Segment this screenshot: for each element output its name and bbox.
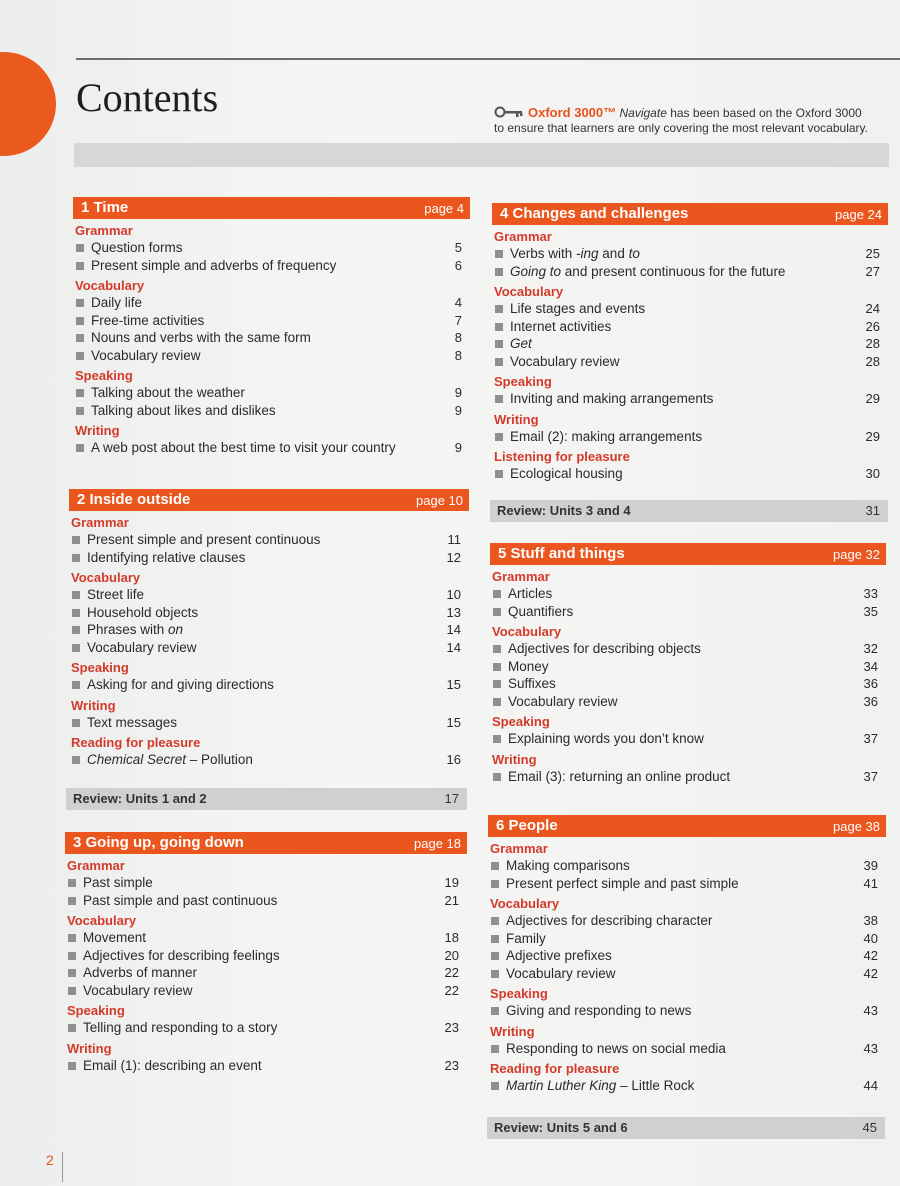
bullet-square	[493, 645, 501, 653]
list-item[interactable]: Adjective prefixes 42	[488, 947, 886, 965]
bullet-square	[495, 268, 503, 276]
bullet-square	[495, 358, 503, 366]
bullet-square	[76, 407, 84, 415]
list-item[interactable]: Phrases with on 14	[69, 621, 469, 639]
list-item[interactable]: Making comparisons 39	[488, 857, 886, 875]
list-item[interactable]: Vocabulary review 42	[488, 965, 886, 983]
bullet-square	[76, 244, 84, 252]
review-page: 45	[862, 1120, 877, 1135]
unit-5	[490, 543, 886, 785]
list-item[interactable]: Suffixes 36	[490, 675, 886, 693]
list-item[interactable]: Martin Luther King – Little Rock 44	[488, 1077, 886, 1095]
oxford-3000-note	[494, 106, 874, 135]
unit-page: page 18	[414, 836, 461, 851]
section-writing: Writing	[490, 1023, 535, 1039]
unit-6-header[interactable]	[488, 815, 886, 837]
list-item[interactable]: Verbs with -ing and to 25	[492, 245, 888, 263]
list-item[interactable]: Present simple and present continuous 11	[69, 531, 469, 549]
unit-title: 3 Going up, going down	[73, 834, 244, 851]
bullet-square	[76, 444, 84, 452]
list-item[interactable]: Vocabulary review 28	[492, 353, 888, 371]
list-item[interactable]: Telling and responding to a story 23	[65, 1019, 467, 1037]
section-writing: Writing	[494, 411, 539, 427]
list-item[interactable]: Vocabulary review 36	[490, 693, 886, 711]
unit-page: page 24	[835, 207, 882, 222]
bullet-square	[491, 880, 499, 888]
bullet-square	[491, 935, 499, 943]
review-label: Review: Units 3 and 4	[497, 503, 631, 518]
bullet-square	[493, 663, 501, 671]
folio-rule	[62, 1152, 63, 1182]
review-page: 31	[865, 503, 880, 518]
unit-page: page 38	[833, 819, 880, 834]
list-item[interactable]: Past simple 19	[65, 874, 467, 892]
list-item[interactable]: Past simple and past continuous 21	[65, 892, 467, 910]
bullet-square	[491, 1082, 499, 1090]
unit-page: page 32	[833, 547, 880, 562]
list-item[interactable]: Adjectives for describing feelings 20	[65, 947, 467, 965]
section-speaking: Speaking	[67, 1003, 125, 1018]
list-item[interactable]: Going to and present continuous for the future 27	[492, 263, 888, 281]
bullet-square	[493, 698, 501, 706]
section-writing: Writing	[492, 751, 537, 767]
list-item[interactable]: Money 34	[490, 658, 886, 676]
page-title: Contents	[76, 75, 219, 120]
bullet-square	[68, 987, 76, 995]
list-item[interactable]: Present perfect simple and past simple 41	[488, 875, 886, 893]
list-item[interactable]: A web post about the best time to visit your country 9	[73, 439, 470, 457]
oxford-brand: Oxford 3000™	[528, 105, 617, 120]
bullet-square	[76, 334, 84, 342]
section-grammar: Grammar	[67, 858, 125, 873]
list-item[interactable]: Text messages 15	[69, 714, 469, 732]
unit-4	[492, 203, 888, 483]
section-writing: Writing	[71, 697, 116, 713]
bullet-square	[491, 1045, 499, 1053]
list-item[interactable]: Street life 10	[69, 586, 469, 604]
section-grammar: Grammar	[494, 229, 552, 244]
section-speaking: Speaking	[494, 374, 552, 389]
bullet-square	[495, 395, 503, 403]
bullet-square	[76, 389, 84, 397]
oxford-text-2: to ensure that learners are only covering the most relevant vocabulary.	[494, 121, 868, 136]
bullet-square	[68, 969, 76, 977]
bullet-square	[72, 756, 80, 764]
list-item[interactable]: Internet activities 26	[492, 318, 888, 336]
section-writing: Writing	[75, 423, 120, 438]
list-item[interactable]: Daily life 4	[73, 294, 470, 312]
unit-2	[69, 489, 469, 769]
bullet-square	[493, 773, 501, 781]
unit-page: page 4	[424, 201, 464, 216]
bullet-square	[495, 433, 503, 441]
bullet-square	[68, 897, 76, 905]
list-item[interactable]: Talking about likes and dislikes 9	[73, 402, 470, 420]
navigate-word: Navigate	[619, 106, 667, 120]
bullet-square	[72, 719, 80, 727]
bullet-square	[68, 1024, 76, 1032]
review-units-5-6[interactable]	[487, 1117, 885, 1139]
unit-page: page 10	[416, 493, 463, 508]
unit-4-header[interactable]	[492, 203, 888, 225]
unit-title: 6 People	[496, 817, 558, 834]
bullet-square	[491, 862, 499, 870]
bullet-square	[491, 952, 499, 960]
bullet-square	[495, 323, 503, 331]
bullet-square	[495, 340, 503, 348]
list-item[interactable]: Email (1): describing an event 23	[65, 1057, 467, 1075]
list-item[interactable]: Inviting and making arrangements 29	[492, 390, 888, 408]
section-grammar: Grammar	[75, 223, 133, 238]
unit-title: 5 Stuff and things	[498, 545, 625, 562]
list-item[interactable]: Household objects 13	[69, 604, 469, 622]
bullet-square	[76, 299, 84, 307]
list-item[interactable]: Movement 18	[65, 929, 467, 947]
list-item[interactable]: Life stages and events 24	[492, 300, 888, 318]
list-item[interactable]: Question forms 5	[73, 239, 470, 257]
bullet-square	[491, 970, 499, 978]
bullet-square	[493, 680, 501, 688]
unit-title: 4 Changes and challenges	[500, 205, 689, 222]
section-listening-for-pleasure: Listening for pleasure	[494, 449, 630, 464]
list-item[interactable]: Chemical Secret – Pollution 16	[69, 751, 469, 769]
unit-3	[65, 832, 467, 1074]
list-item[interactable]: Email (2): making arrangements 29	[492, 428, 888, 446]
bullet-square	[72, 536, 80, 544]
unit-1	[73, 197, 470, 457]
section-grammar: Grammar	[71, 515, 129, 530]
bullet-square	[68, 952, 76, 960]
section-reading-for-pleasure: Reading for pleasure	[71, 735, 201, 750]
list-item[interactable]: Adverbs of manner 22	[65, 964, 467, 982]
bullet-square	[76, 262, 84, 270]
bullet-square	[76, 317, 84, 325]
list-item[interactable]: Giving and responding to news 43	[488, 1002, 886, 1020]
list-item[interactable]: Present simple and adverbs of frequency 6	[73, 257, 470, 275]
bullet-square	[68, 1062, 76, 1070]
list-item[interactable]: Ecological housing 30	[492, 465, 888, 483]
bullet-square	[495, 250, 503, 258]
list-item[interactable]: Responding to news on social media 43	[488, 1040, 886, 1058]
key-icon	[494, 106, 524, 121]
unit-3-header[interactable]	[65, 832, 467, 854]
review-label: Review: Units 1 and 2	[73, 791, 207, 806]
bullet-square	[493, 608, 501, 616]
list-item[interactable]: Free-time activities 7	[73, 312, 470, 330]
bullet-square	[495, 305, 503, 313]
section-vocabulary: Vocabulary	[71, 570, 141, 585]
review-units-3-4[interactable]	[490, 500, 888, 522]
list-item[interactable]: Get 28	[492, 335, 888, 353]
bullet-square	[491, 917, 499, 925]
list-item[interactable]: Quantifiers 35	[490, 603, 886, 621]
section-vocabulary: Vocabulary	[490, 896, 560, 911]
section-speaking: Speaking	[490, 986, 548, 1001]
list-item[interactable]: Asking for and giving directions 15	[69, 676, 469, 694]
section-grammar: Grammar	[492, 569, 550, 584]
unit-2-header[interactable]	[69, 489, 469, 511]
list-item[interactable]: Identifying relative clauses 12	[69, 549, 469, 567]
page-number: 2	[46, 1152, 54, 1168]
section-vocabulary: Vocabulary	[75, 278, 145, 293]
bullet-square	[72, 609, 80, 617]
list-item[interactable]: Vocabulary review 22	[65, 982, 467, 1000]
section-reading-for-pleasure: Reading for pleasure	[490, 1061, 620, 1076]
top-rule	[76, 58, 900, 60]
bullet-square	[72, 626, 80, 634]
bullet-square	[72, 644, 80, 652]
section-speaking: Speaking	[71, 660, 129, 675]
oxford-text-1: has been based on the Oxford 3000	[666, 106, 862, 120]
bullet-square	[493, 590, 501, 598]
list-item[interactable]: Email (3): returning an online product 37	[490, 768, 886, 786]
section-vocabulary: Vocabulary	[494, 284, 564, 299]
bullet-square	[493, 735, 501, 743]
section-writing: Writing	[67, 1040, 112, 1056]
header-strip	[74, 143, 889, 167]
bullet-square	[495, 470, 503, 478]
unit-6	[488, 815, 886, 1095]
list-item[interactable]: Adjectives for describing character 38	[488, 912, 886, 930]
list-item[interactable]: Vocabulary review 8	[73, 347, 470, 365]
unit-title: 2 Inside outside	[77, 491, 191, 508]
bullet-square	[72, 554, 80, 562]
bullet-square	[491, 1007, 499, 1015]
list-item[interactable]: Vocabulary review 14	[69, 639, 469, 657]
unit-5-header[interactable]	[490, 543, 886, 565]
section-vocabulary: Vocabulary	[67, 913, 137, 928]
bullet-square	[68, 879, 76, 887]
list-item[interactable]: Family 40	[488, 930, 886, 948]
review-page: 17	[444, 791, 459, 806]
review-units-1-2[interactable]	[66, 788, 467, 810]
section-vocabulary: Vocabulary	[492, 624, 562, 639]
list-item[interactable]: Talking about the weather 9	[73, 384, 470, 402]
bullet-square	[76, 352, 84, 360]
bullet-square	[72, 591, 80, 599]
review-label: Review: Units 5 and 6	[494, 1120, 628, 1135]
section-speaking: Speaking	[75, 368, 133, 383]
section-grammar: Grammar	[490, 841, 548, 856]
list-item[interactable]: Explaining words you don’t know 37	[490, 730, 886, 748]
bullet-square	[68, 934, 76, 942]
section-speaking: Speaking	[492, 714, 550, 729]
bullet-square	[72, 681, 80, 689]
unit-1-header[interactable]	[73, 197, 470, 219]
list-item[interactable]: Nouns and verbs with the same form 8	[73, 329, 470, 347]
list-item[interactable]: Articles 33	[490, 585, 886, 603]
list-item[interactable]: Adjectives for describing objects 32	[490, 640, 886, 658]
unit-title: 1 Time	[81, 199, 129, 216]
